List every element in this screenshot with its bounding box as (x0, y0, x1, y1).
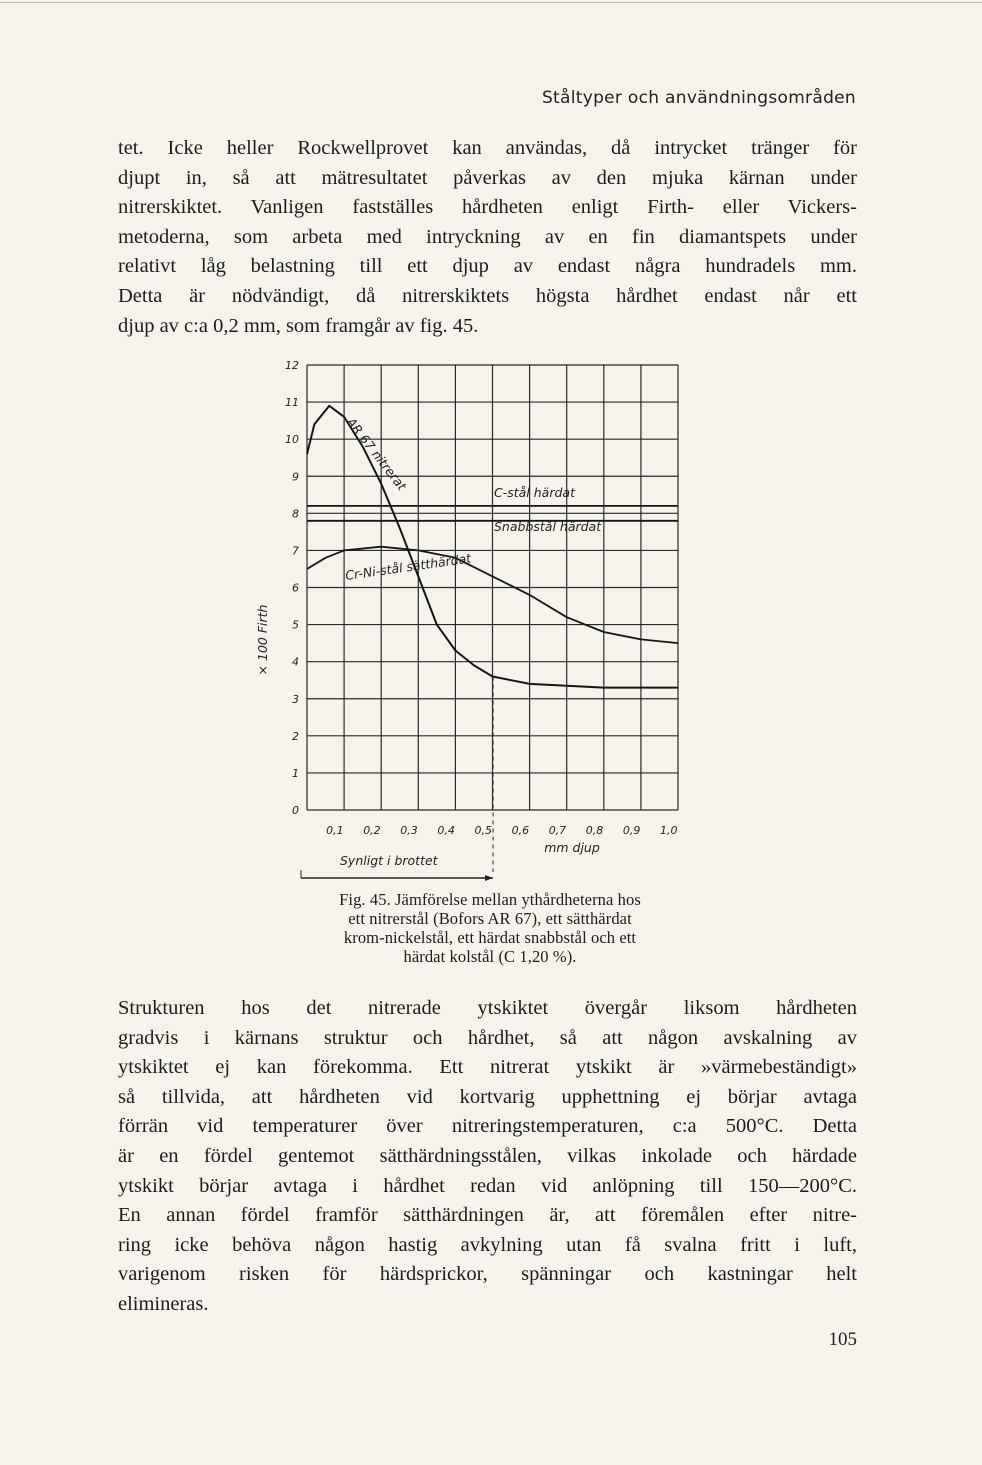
x-tick-label: 0,7 (548, 824, 567, 837)
y-tick-label: 8 (292, 507, 299, 521)
series-label-c-stal: C-stål härdat (494, 485, 575, 500)
text-line: metoderna, som arbeta med intryckning av en fin diamantspets under (118, 225, 857, 248)
y-tick-label: 7 (292, 544, 299, 558)
figure-caption (260, 890, 720, 966)
caption-line: härdat kolstål (C 1,20 %). (403, 947, 577, 966)
y-tick-label: 5 (292, 618, 299, 632)
x-tick-label: 0,6 (511, 824, 530, 837)
y-tick-label: 1 (292, 766, 299, 780)
text-line: elimineras. (118, 1292, 209, 1315)
text-line: ytskikt börjar avtaga i hårdhet redan vid anlöpning till 150—200°C. (118, 1174, 857, 1197)
page-number: 105 (828, 1329, 857, 1350)
text-line: är en fördel gentemot sätthärdningsstålen, vilkas inkolade och härdade (118, 1144, 857, 1167)
x-tick-label: 1,0 (660, 824, 678, 837)
page-top-edge (0, 2, 982, 3)
x-tick-label: 0,8 (585, 824, 604, 837)
y-tick-label: 4 (292, 655, 299, 669)
text-line: djupt in, så att mätresultatet påverkas av den mjuka kärnan under (118, 166, 857, 189)
text-line: djup av c:a 0,2 mm, som framgår av fig. 45. (118, 314, 479, 337)
y-tick-label: 0 (292, 804, 299, 817)
text-line: nitrerskiktet. Vanligen fastställes hårdheten enligt Firth- eller Vickers- (118, 196, 857, 219)
y-tick-label: 6 (292, 581, 299, 595)
x-tick-label: 0,2 (363, 824, 381, 837)
text-line: ytskiktet ej kan förekomma. Ett nitrerat ytskikt är »värmebeständigt» (118, 1056, 857, 1079)
y-tick-label: 11 (285, 396, 299, 410)
caption-line: Fig. 45. Jämförelse mellan ythårdheterna hos (339, 890, 641, 909)
running-header: Ståltyper och användningsområden (541, 88, 856, 108)
text-line: En annan fördel framför sätthärdningen är, att föremålen efter nitre- (118, 1204, 857, 1227)
hardness-chart (250, 350, 710, 885)
caption-line: ett nitrerstål (Bofors AR 67), ett sätthärdat (348, 909, 632, 928)
text-line: gradvis i kärnans struktur och hårdhet, så att någon avskalning av (118, 1026, 857, 1049)
caption-line: krom-nickelstål, ett härdat snabbstål och ett (343, 928, 637, 947)
series-label-snabbstal: Snabbstål härdat (494, 519, 602, 534)
y-tick-label: 12 (285, 359, 299, 372)
text-line: tet. Icke heller Rockwellprovet kan användas, då intrycket tränger för (118, 137, 857, 159)
text-line: Strukturen hos det nitrerade ytskiktet övergår liksom hårdheten (118, 997, 857, 1019)
series-label-ar67: AR 67 nitrerat (343, 414, 410, 494)
text-line: Detta är nödvändigt, då nitrerskiktets högsta hårdhet endast når ett (118, 284, 857, 307)
text-line: ring icke behöva någon hastig avkylning utan få svalna fritt i luft, (118, 1233, 857, 1256)
x-axis-label: mm djup (544, 840, 600, 855)
text-line: så tillvida, att hårdheten vid kortvarig upphettning ej börjar avtaga (118, 1085, 857, 1108)
x-tick-label: 0,9 (622, 824, 641, 837)
x-tick-label: 0,3 (400, 824, 418, 837)
visible-depth-arrowhead (485, 875, 493, 881)
y-tick-label: 2 (292, 729, 299, 743)
x-tick-label: 0,1 (326, 824, 344, 837)
body-paragraph-1 (118, 134, 857, 341)
text-line: varigenom risken för härdsprickor, spänningar och kastningar helt (118, 1263, 857, 1286)
y-tick-label: 3 (292, 692, 299, 706)
text-line: förrän vid temperaturer över nitreringstemperaturen, c:a 500°C. Detta (118, 1115, 857, 1138)
y-axis-label: × 100 Firth (255, 604, 270, 676)
x-tick-label: 0,5 (474, 824, 492, 837)
y-tick-label: 10 (285, 433, 299, 447)
x-tick-label: 0,4 (437, 824, 455, 837)
series-label-cr-ni: Cr-Ni-stål sätthärdat (344, 550, 472, 583)
y-tick-label: 9 (292, 470, 299, 484)
body-paragraph-2 (118, 994, 857, 1320)
visible-depth-label: Synligt i brottet (340, 853, 438, 868)
text-line: relativt låg belastning till ett djup av endast några hundradels mm. (118, 255, 857, 278)
